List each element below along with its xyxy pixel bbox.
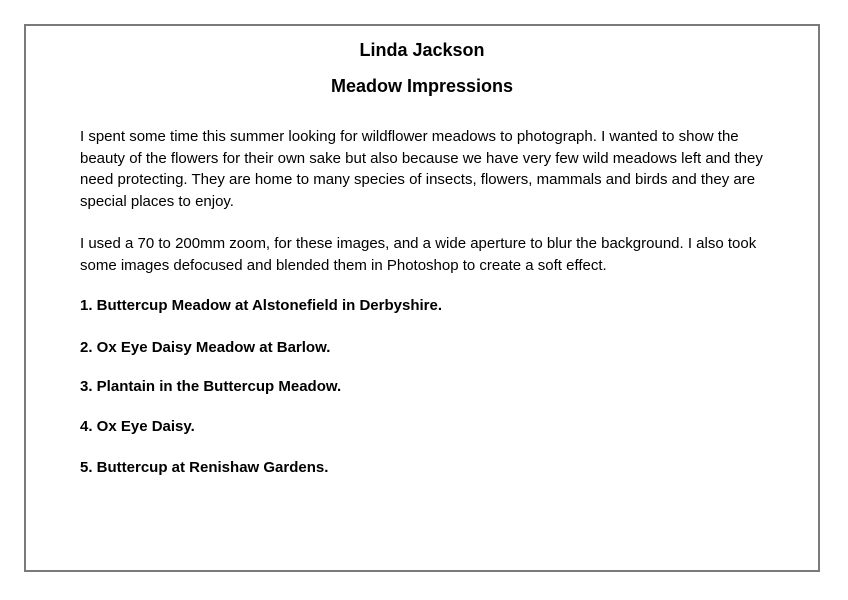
image-list-item: 5. Buttercup at Renishaw Gardens. [80,459,329,476]
image-list-item: 3. Plantain in the Buttercup Meadow. [80,378,342,395]
technique-paragraph: I used a 70 to 200mm zoom, for these images, and a wide aperture to blur the background. I also took some images defocused and blended them in Photoshop to create a soft effect. [80,235,757,274]
image-list-item: 4. Ox Eye Daisy. [80,418,195,435]
image-list-item: 2. Ox Eye Daisy Meadow at Barlow. [80,339,331,356]
document-page [24,24,820,572]
image-list-item: 1. Buttercup Meadow at Alstonefield in Derbyshire. [80,297,443,314]
intro-paragraph: I spent some time this summer looking for wildflower meadows to photograph. I wanted to show the beauty of the flowers for their own sake but also because we have very few wild meadows left and they need protecting. They are home to many species of insects, flowers, mammals and birds and they are special places to enjoy. [80,128,763,210]
document-title: Meadow Impressions [330,76,514,96]
author-name: Linda Jackson [359,40,485,60]
